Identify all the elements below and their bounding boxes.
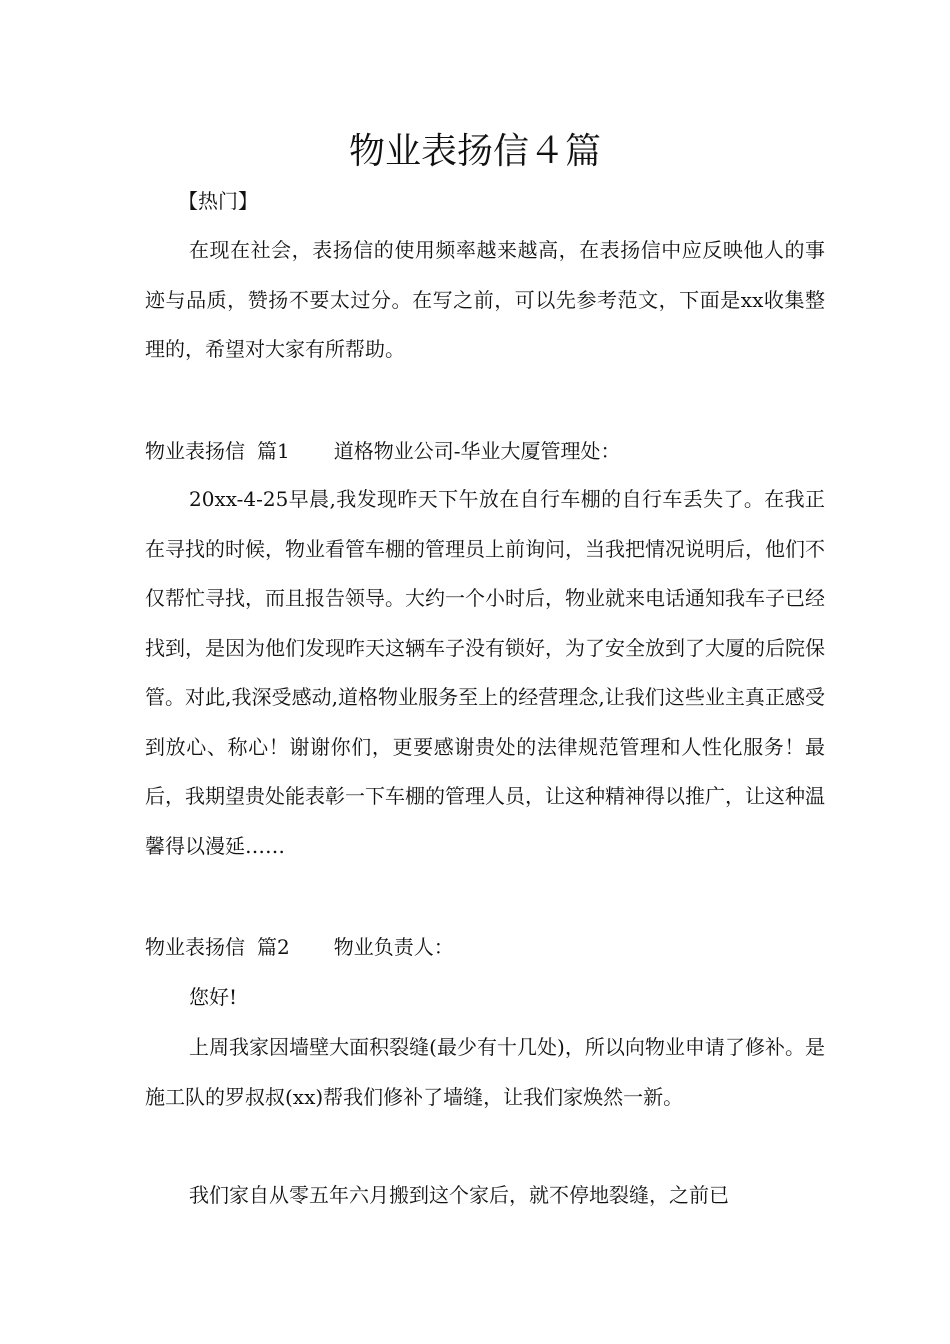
section-1-title: 物业表扬信: [145, 439, 245, 463]
section-2-number: 篇2: [257, 935, 290, 959]
section-2-addressee: 物业负责人：: [333, 935, 454, 959]
section-2-paragraph-2: 我们家自从零五年六月搬到这个家后，就不停地裂缝，之前已: [189, 1183, 729, 1207]
section-1-body: 20xx-4-25早晨,我发现昨天下午放在自行车棚的自行车丢失了。在我正在寻找的时候，物业看管车棚的管理员上前询问，当我把情况说明后，他们不仅帮忙寻找，而且报告领导。大约一个小时后，物业就来电话通知我车子已经找到，是因为他们发现昨天这辆车子没有锁好，为了安全放到了大厦的后院保管。对此,我深受感动,道格物业服务至上的经营理念,让我们这些业主真正感受到放心、称心！谢谢你们，更要感谢贵处的法律规范管理和人性化服务！最后，我期望贵处能表彰一下车棚的管理人员，让这种精神得以推广，让这种温馨得以漫延……: [145, 487, 825, 858]
section-2-paragraph-1: 上周我家因墙壁大面积裂缝(最少有十几处)，所以向物业申请了修补。是施工队的罗叔叔(xx)帮我们修补了墙缝，让我们家焕然一新。: [145, 1035, 825, 1109]
section-2-greeting: 您好!: [189, 985, 238, 1009]
section-2-heading: [145, 932, 454, 962]
section-1-addressee: 道格物业公司-华业大厦管理处：: [333, 439, 621, 463]
hot-tag: 【热门】: [178, 189, 258, 213]
section-1-heading: [145, 436, 621, 466]
intro-paragraph: 在现在社会，表扬信的使用频率越来越高，在表扬信中应反映他人的事迹与品质，赞扬不要太过分。在写之前，可以先参考范文，下面是xx收集整理的，希望对大家有所帮助。: [145, 238, 825, 361]
document-title: 物业表扬信４篇: [348, 131, 601, 172]
section-1-number: 篇1: [257, 439, 290, 463]
section-2-title: 物业表扬信: [145, 935, 245, 959]
